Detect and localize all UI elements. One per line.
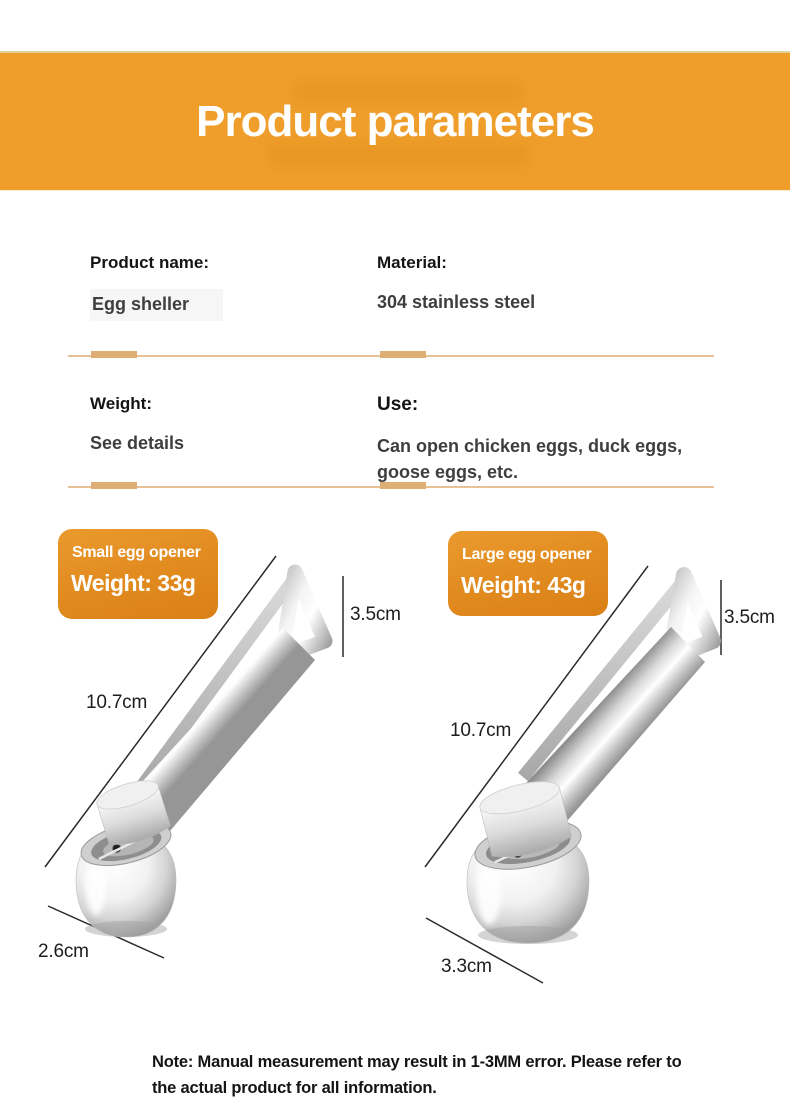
spec-material <box>377 253 535 315</box>
spec-value: Can open chicken eggs, duck eggs, goose eggs, etc. <box>377 435 683 482</box>
spec-label: Material: <box>377 253 447 272</box>
page-title: Product parameters <box>196 96 594 146</box>
spec-weight <box>90 394 184 456</box>
divider-tick <box>380 351 426 358</box>
small-egg-opener-image <box>30 545 400 975</box>
dim-length-left: 10.7cm <box>86 692 148 713</box>
dim-length-right: 10.7cm <box>450 720 512 741</box>
spec-label: Weight: <box>90 394 153 413</box>
dim-diameter-right: 3.3cm <box>441 956 492 977</box>
divider <box>0 351 790 360</box>
dim-height-left: 3.5cm <box>350 604 401 625</box>
egg-opener-illustration <box>76 572 325 937</box>
spec-product-name <box>90 253 223 321</box>
spec-value: See details <box>90 433 185 454</box>
spec-value: Egg sheller <box>90 289 223 321</box>
badge-weight: Weight: 33g <box>71 570 196 596</box>
dim-diameter-left: 2.6cm <box>38 941 89 962</box>
measurement-note: Note: Manual measurement may result in 1-3MM error. Please refer to the actual product for all information. <box>152 1053 682 1097</box>
banner <box>0 51 790 191</box>
divider-tick <box>91 482 137 489</box>
dim-height-right: 3.5cm <box>724 607 775 628</box>
badge-title: Large egg opener <box>462 546 592 563</box>
badge-title: Small egg opener <box>72 544 201 561</box>
spec-value: 304 stainless steel <box>377 292 536 313</box>
spec-use <box>377 394 709 485</box>
badge-weight: Weight: 43g <box>461 572 586 598</box>
spec-label: Product name: <box>90 253 210 272</box>
divider <box>0 482 790 491</box>
divider-tick <box>91 351 137 358</box>
divider-tick <box>380 482 426 489</box>
spec-label: Use: <box>377 394 419 415</box>
